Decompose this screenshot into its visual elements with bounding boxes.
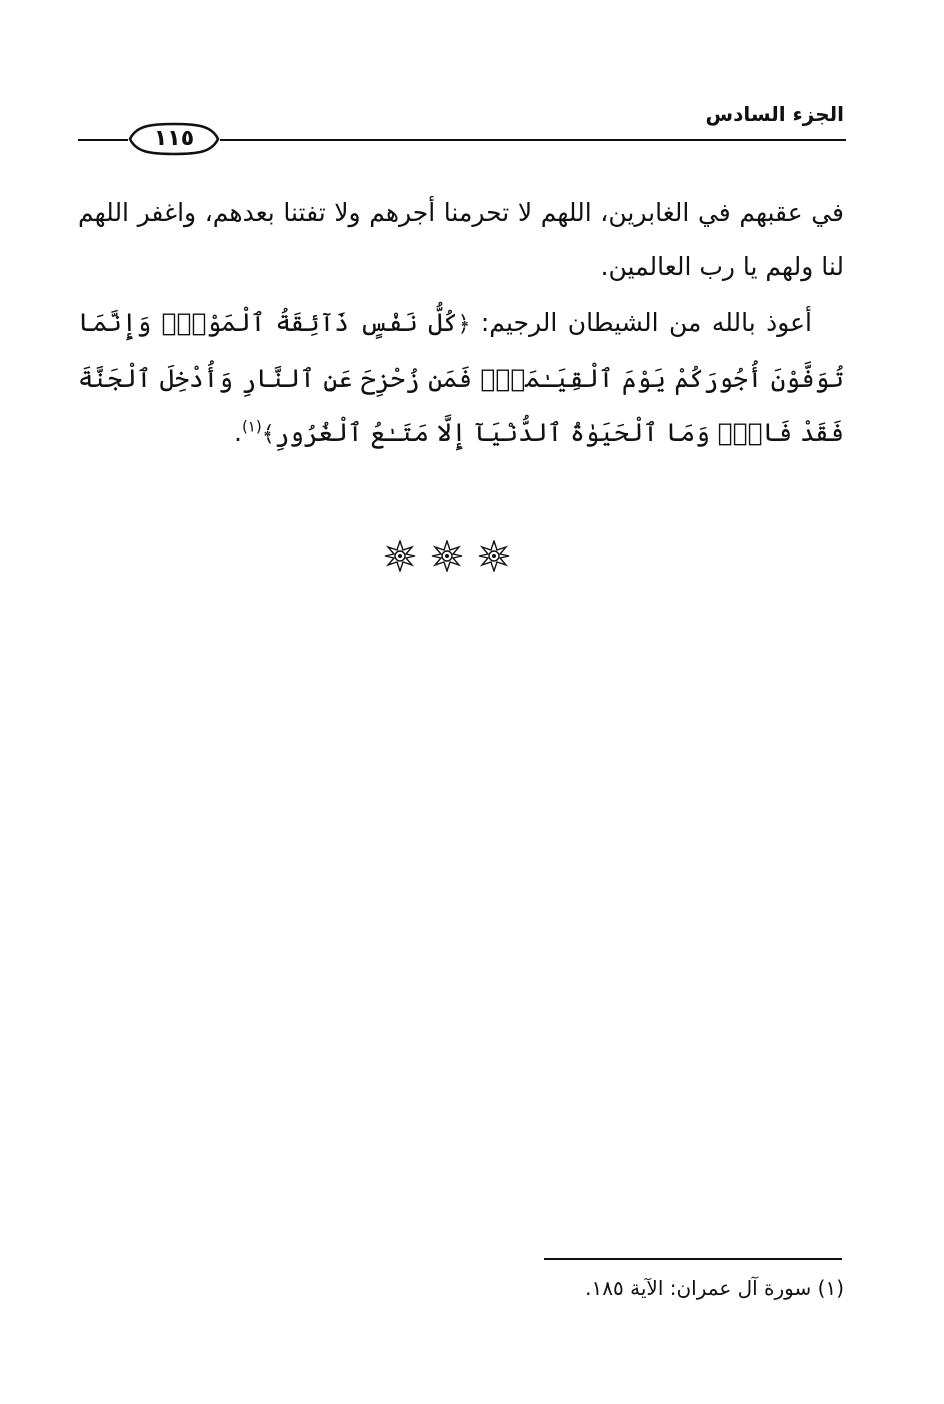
paragraph-closing-prayer: في عقبهم في الغابرين، اللهم لا تحرمنا أجرهم ولا تفتنا بعدهم، واغفر اللهم لنا ولهم يا رب العالمين. [78, 198, 844, 281]
quran-close-bracket: ﴾ [261, 422, 275, 447]
footnote: (١) سورة آل عمران: الآية ١٨٥. [585, 1276, 844, 1300]
main-text [78, 186, 844, 462]
page-number: ١١٥ [153, 126, 195, 151]
isti-adha-intro: أعوذ بالله من الشيطان الرجيم: [470, 308, 813, 337]
page-number-badge [128, 122, 220, 156]
trailing-period: . [233, 418, 242, 447]
quran-verse: كُلُّ نَفْسٍ ذَآئِقَةُ ٱلْمَوْتِۗ وَإِنَّمَا تُوَفَّوْنَ أُجُورَكُمْ يَوْمَ ٱلْقِيَـٰمَةِۖ فَمَن زُحْزِحَ عَنِ ٱلنَّارِ وَأُدْخِلَ ٱلْجَنَّةَ فَقَدْ فَازَۗ وَمَا ٱلْحَيَوٰةُ ٱلدُّنْيَآ إِلَّا مَتَـٰعُ ٱلْغُرُورِ [78, 308, 844, 447]
section-separator [384, 540, 510, 572]
footnote-reference: (١) [241, 417, 262, 436]
running-head: الجزء السادس [705, 102, 844, 126]
flower-ornament-icon [431, 540, 463, 572]
footnote-rule [544, 1258, 842, 1260]
quran-open-bracket: ﴿ [457, 312, 471, 337]
flower-ornament-icon [478, 540, 510, 572]
flower-ornament-icon [384, 540, 416, 572]
paragraph-quran-quote [78, 296, 844, 462]
